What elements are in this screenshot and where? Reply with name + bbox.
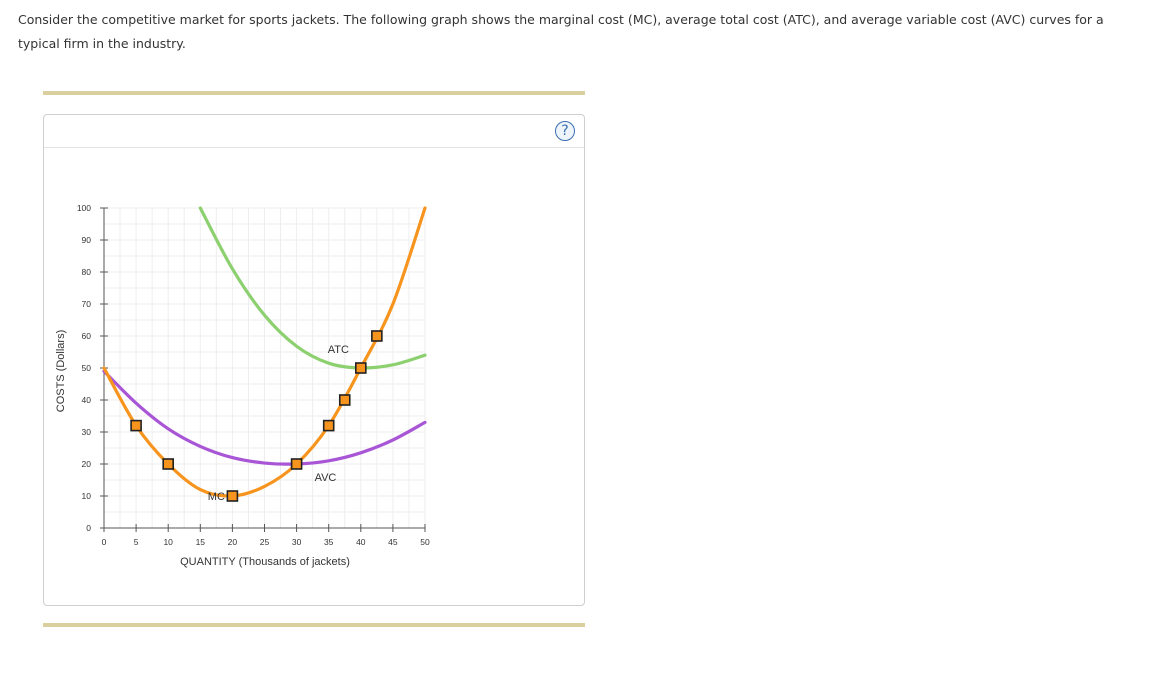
mc-point-marker[interactable] (324, 421, 334, 431)
y-tick-label: 40 (81, 395, 91, 405)
y-axis-title: COSTS (Dollars) (55, 329, 67, 413)
x-tick-label: 5 (133, 537, 139, 547)
y-tick-label: 20 (81, 459, 91, 469)
x-tick-label: 15 (195, 537, 206, 547)
y-tick-label: 60 (81, 331, 91, 341)
mc-point-marker[interactable] (163, 459, 173, 469)
y-tick-label: 10 (81, 491, 91, 501)
mc-point-marker[interactable] (356, 363, 366, 373)
y-tick-label: 30 (81, 427, 91, 437)
y-tick-label: 70 (81, 299, 91, 309)
x-tick-label: 45 (388, 537, 398, 547)
mc-point-marker[interactable] (227, 491, 237, 501)
x-tick-label: 0 (101, 537, 107, 547)
mc-point-marker[interactable] (131, 421, 141, 431)
x-axis-title: QUANTITY (Thousands of jackets) (180, 556, 350, 568)
mc-point-marker[interactable] (340, 395, 350, 405)
x-tick-label: 50 (420, 537, 430, 547)
question-text: Consider the competitive market for sports jackets. The following graph shows the marginal cost (MC), average total cost (ATC), and average variable cost (AVC) curves for a typical firm in the industry. (18, 12, 1104, 51)
y-tick-label: 80 (81, 267, 91, 277)
y-tick-label: 90 (81, 235, 91, 245)
mc-point-marker[interactable] (292, 459, 302, 469)
bottom-divider (43, 623, 585, 627)
mc-point-marker[interactable] (372, 331, 382, 341)
x-tick-label: 10 (163, 537, 173, 547)
top-divider (43, 91, 585, 95)
mc-label: MC (207, 491, 225, 503)
y-tick-label: 50 (81, 363, 91, 373)
atc-label: ATC (327, 343, 349, 356)
y-tick-label: 0 (86, 523, 91, 533)
avc-label: AVC (314, 471, 337, 484)
cost-curves-chart (44, 115, 584, 605)
x-tick-label: 25 (259, 537, 270, 547)
x-tick-label: 35 (323, 537, 334, 547)
y-tick-label: 100 (76, 203, 91, 213)
question-circle-icon[interactable]: ? (555, 121, 575, 141)
x-tick-label: 20 (227, 537, 238, 547)
graph-panel (43, 114, 585, 606)
x-tick-label: 40 (356, 537, 366, 547)
x-tick-label: 30 (291, 537, 302, 547)
